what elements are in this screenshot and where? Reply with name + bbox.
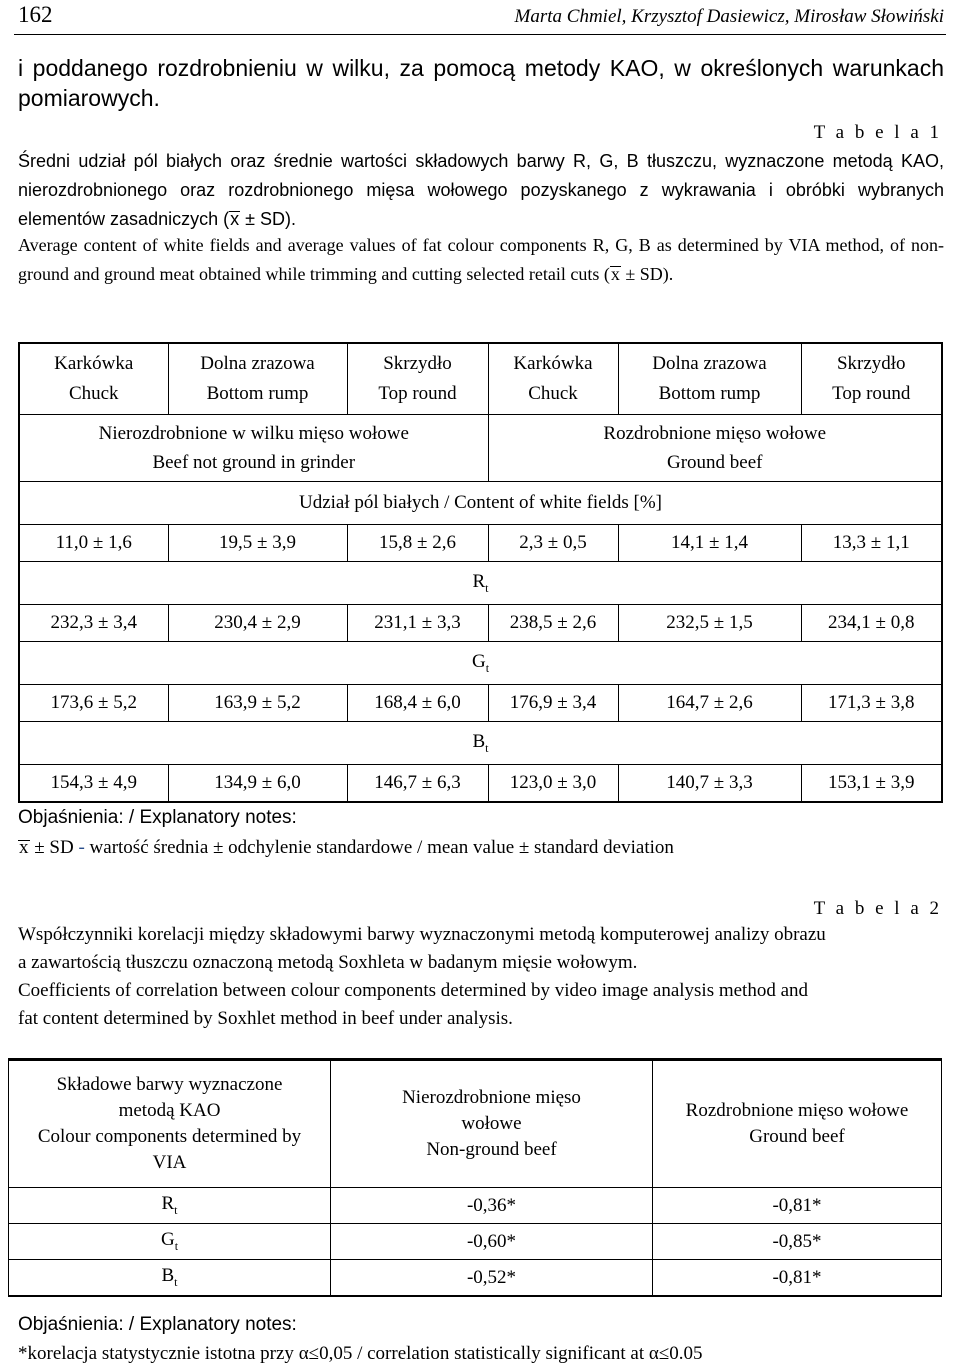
table-row <box>9 1188 942 1224</box>
group-header-nonground: Nierozdrobnione w wilku mięso wołowe Beef not ground in grinder <box>19 415 488 482</box>
table-cell: 232,3 ± 3,4 <box>19 605 168 642</box>
table-cell: 154,3 ± 4,9 <box>19 765 168 803</box>
table-cell: -0,85* <box>653 1224 942 1260</box>
table-cell: 234,1 ± 0,8 <box>801 605 942 642</box>
table-cell: 140,7 ± 3,3 <box>618 765 801 803</box>
table-row <box>9 1224 942 1260</box>
table-cell: 173,6 ± 5,2 <box>19 685 168 722</box>
table-cell: 13,3 ± 1,1 <box>801 525 942 562</box>
table-cell: 176,9 ± 3,4 <box>488 685 618 722</box>
table-cell: -0,36* <box>331 1188 653 1224</box>
table-cell: 168,4 ± 6,0 <box>347 685 488 722</box>
authors-line: Marta Chmiel, Krzysztof Dasiewicz, Mirosław Słowiński <box>514 6 944 27</box>
table-cell: 153,1 ± 3,9 <box>801 765 942 803</box>
column-header-nonground: Nierozdrobnione mięso wołowe Non-ground beef <box>331 1060 653 1188</box>
mean-symbol: x <box>610 264 620 284</box>
column-header-ground: Rozdrobnione mięso wołowe Ground beef <box>653 1060 942 1188</box>
table-cell: $R_t$ <box>9 1188 331 1224</box>
table-cell: 146,7 ± 6,3 <box>347 765 488 803</box>
table-cell: 230,4 ± 2,9 <box>168 605 347 642</box>
column-header: Karkówka Chuck <box>19 343 168 415</box>
section-label-rt: $R_t$ <box>19 562 942 605</box>
group-header-ground: Rozdrobnione mięso wołowe Ground beef <box>488 415 942 482</box>
column-header: Dolna zrazowa Bottom rump <box>618 343 801 415</box>
intro-paragraph: i poddanego rozdrobnieniu w wilku, za pomocą metody KAO, w określonych warunkach pomiarowych. <box>18 55 944 111</box>
table-cell: 11,0 ± 1,6 <box>19 525 168 562</box>
table-cell: 14,1 ± 1,4 <box>618 525 801 562</box>
section-label-gt: $G_t$ <box>19 642 942 685</box>
table-cell: 164,7 ± 2,6 <box>618 685 801 722</box>
table-cell: 123,0 ± 3,0 <box>488 765 618 803</box>
table-cell: -0,81* <box>653 1260 942 1297</box>
table1-caption-pl: Średni udział pól białych oraz średnie wartości składowych barwy R, G, B tłuszczu, wyznaczone metodą KAO, nierozdrobnionego oraz rozdrobnionego mięsa wołowego pozyskanego z wykrawania i obróbki wybranych elementów zasadniczych (x ± SD). <box>18 151 944 229</box>
table-cell: 238,5 ± 2,6 <box>488 605 618 642</box>
table2-label: T a b e l a 2 <box>813 898 942 919</box>
column-header: Karkówka Chuck <box>488 343 618 415</box>
mean-symbol: x <box>230 209 240 229</box>
table-cell: 19,5 ± 3,9 <box>168 525 347 562</box>
running-header <box>14 0 946 35</box>
table-cell: -0,52* <box>331 1260 653 1297</box>
table-cell: 231,1 ± 3,3 <box>347 605 488 642</box>
table-cell: 2,3 ± 0,5 <box>488 525 618 562</box>
section-label-bt: $B_t$ <box>19 722 942 765</box>
table-cell: 163,9 ± 5,2 <box>168 685 347 722</box>
table1-notes-line: x ± SD - wartość średnia ± odchylenie standardowe / mean value ± standard deviation <box>19 837 674 858</box>
page-number: 162 <box>18 2 53 27</box>
column-header: Skrzydło Top round <box>801 343 942 415</box>
table-row <box>9 1260 942 1297</box>
mean-symbol: x <box>19 837 29 858</box>
table-cell: $B_t$ <box>9 1260 331 1297</box>
table-cell: 15,8 ± 2,6 <box>347 525 488 562</box>
column-header: Dolna zrazowa Bottom rump <box>168 343 347 415</box>
table2-caption-en: Coefficients of correlation between colour components determined by video image analysis method and fat content determined by Soxhlet method in beef under analysis. <box>18 980 809 1029</box>
table2-notes-line: *korelacja statystycznie istotna przy α≤0,05 / correlation statistically significant at α≤0.05 <box>18 1343 703 1364</box>
table1 <box>18 342 943 803</box>
table-cell: $G_t$ <box>9 1224 331 1260</box>
table1-notes-title: Objaśnienia: / Explanatory notes: <box>18 807 297 828</box>
table-cell: -0,81* <box>653 1188 942 1224</box>
table-cell: -0,60* <box>331 1224 653 1260</box>
column-header-components: Składowe barwy wyznaczone metodą KAO Colour components determined by VIA <box>9 1060 331 1188</box>
column-header: Skrzydło Top round <box>347 343 488 415</box>
table2 <box>8 1058 942 1297</box>
table-cell: 232,5 ± 1,5 <box>618 605 801 642</box>
section-label-white-fields: Udział pól białych / Content of white fields [%] <box>19 482 942 525</box>
table1-label: T a b e l a 1 <box>813 122 942 143</box>
table1-caption-en: Average content of white fields and average values of fat colour components R, G, B as determined by VIA method, of non-ground and ground meat obtained while trimming and cutting selected retail cuts (x ± SD). <box>18 235 944 284</box>
table-cell: 134,9 ± 6,0 <box>168 765 347 803</box>
table-cell: 171,3 ± 3,8 <box>801 685 942 722</box>
table2-notes-title: Objaśnienia: / Explanatory notes: <box>18 1314 297 1335</box>
table2-caption-pl: Współczynniki korelacji między składowymi barwy wyznaczonymi metodą komputerowej analizy obrazu a zawartością tłuszczu oznaczoną metodą Soxhleta w badanym mięsie wołowym. <box>18 924 826 973</box>
